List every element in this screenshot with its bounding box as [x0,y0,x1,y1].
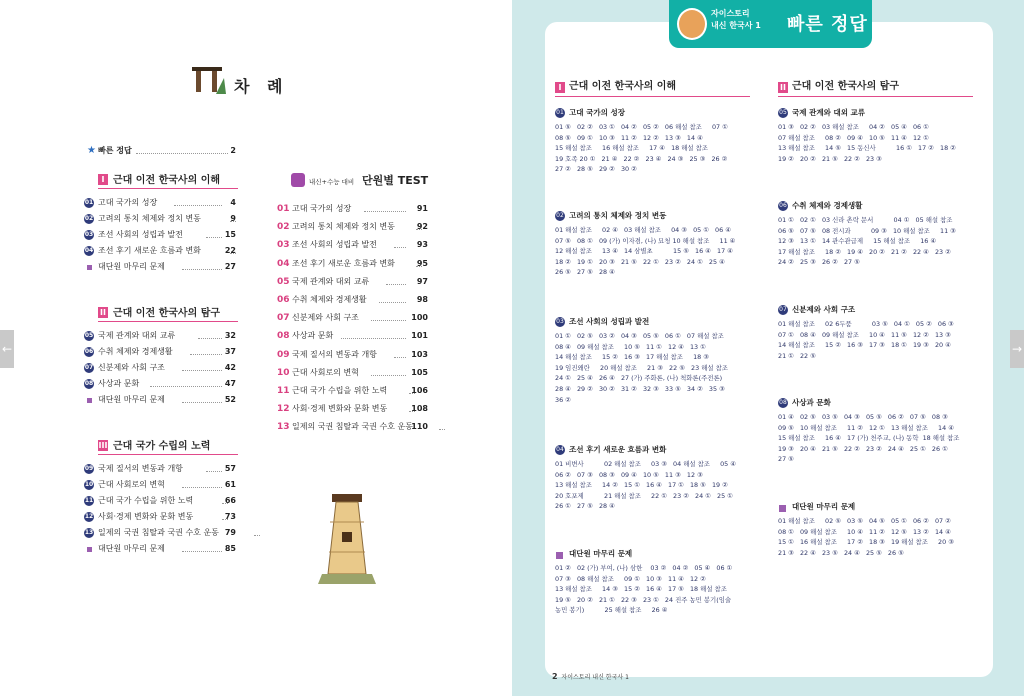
unit-number: 13 [84,529,94,536]
unit-number: 07 [84,364,94,371]
test-number: 05 [277,276,290,287]
test-number: 03 [277,240,290,251]
test-item[interactable]: 국제 질서의 변동과 개항 [292,349,377,359]
unit-number: 05 [84,332,94,339]
unit-number: 08 [84,380,94,387]
test-item[interactable]: 일제의 국권 침탈과 국권 수호 운동 [292,422,413,432]
unit-title: 수취 체제와 경제생활 [792,201,863,210]
toc-item[interactable]: 사상과 문화 [98,379,140,388]
leader-dots [371,314,406,321]
unit-title: 조선 후기 새로운 흐름과 변화 [569,445,667,454]
part-title: 근대 이전 한국사의 이해 [113,175,221,186]
answer-block: 01 해설 참조 02 ④ 03 해설 참조 04 ③ 05 ① 06 ④ 07 ⑤ 08 ① 09 (가) 이자겸, (나) 묘청 10 해설 참조 11 ④ 12 해설 참조 13 ④ 14 삼별초 15 ⑤ 16 ④ 17 ④ 18 ② 19 ① 20 ③ 21 ⑤ 22 ① 23 ② 24 ① 25 ④ 26 ⑤ 27 ⑤ 28 ④ [555,226,736,277]
badge-title: 빠른 정답 [787,14,868,35]
test-subtitle: 내신+수능 대비 [309,178,355,186]
quick-answer-link[interactable]: 빠른 정답 [98,146,132,155]
unit-number: 03 [556,318,564,325]
unit-number: 07 [779,306,787,313]
test-page: 105 [411,367,428,377]
toc-page: 15 [224,230,236,239]
answer-block: 01 ② 02 (가) 부여, (나) 삼한 03 ② 04 ② 05 ④ 06 ① 07 ③ 08 해설 참조 09 ① 10 ③ 11 ④ 12 ② 13 해설 참조 14 ③ 15 ② 16 ④ 17 ⑤ 18 해설 참조 19 ⑤ 20 ② 21 ① 22 ③ 23 ① 24 진주 농민 봉기(임술 농민 봉기) 25 해설 참조 26 ④ [555,564,733,615]
final-title: 대단원 마무리 문제 [569,549,633,558]
leader-dots [386,278,406,285]
toc-item[interactable]: 신분제와 사회 구조 [98,363,165,372]
test-number: 01 [277,204,290,214]
unit-title: 사상과 문화 [792,398,831,407]
part-title: 근대 이전 한국사의 이해 [569,81,677,92]
unit-number: 05 [779,109,787,116]
unit-number: 01 [556,109,564,116]
leader-dots [174,199,222,206]
toc-item[interactable]: 대단원 마무리 문제 [98,395,165,404]
final-marker [87,265,92,270]
toc-item[interactable]: 조선 사회의 성립과 발전 [98,230,183,239]
unit-number: 06 [779,202,787,209]
unit-title: 국제 관계와 대외 교류 [792,108,866,117]
badge-subtitle: 자이스토리 내신 한국사 1 [711,9,761,30]
test-item[interactable]: 근대 사회로의 변혁 [292,367,359,377]
toc-page: 27 [224,262,236,271]
test-number: 09 [277,349,290,360]
test-item[interactable]: 국제 관계와 대외 교류 [292,276,370,286]
leader-dots [394,351,407,358]
test-page: 91 [416,204,428,213]
test-item[interactable]: 신분제와 사회 구조 [292,313,359,323]
prev-page-button[interactable]: ← [0,330,14,368]
test-page: 110 [411,422,428,432]
answers-card [545,22,993,677]
footer-page: 2 [552,672,558,681]
leader-dots [254,529,260,536]
final-marker [556,552,563,559]
toc-item[interactable]: 근대 사회로의 변혁 [98,480,165,489]
test-page: 106 [411,386,428,395]
answer-block: 01 ⑤ 02 ② 03 ① 04 ② 05 ② 06 해설 참조 07 ① 08 ⑤ 09 ① 10 ③ 11 ② 12 ② 13 ③ 14 ④ 15 해설 참조 16 해설 참조 17 ④ 18 해설 참조 19 호족 20 ① 21 ④ 22 ② 23 ④ 24 ③ 25 ③ 26 ② 27 ② 28 ⑤ 29 ② 30 ② [555,123,728,174]
test-page: 100 [411,313,428,323]
mascot-icon [677,8,707,40]
part-underline [778,96,973,97]
unit-number: 04 [556,446,564,453]
unit-number: 03 [84,231,94,238]
toc-page: 32 [224,331,236,340]
toc-item[interactable]: 고대 국가의 성장 [98,198,158,207]
toc-page: 85 [224,544,236,553]
unit-title: 조선 사회의 성립과 발전 [569,317,650,326]
test-item[interactable]: 근대 국가 수립을 위한 노력 [292,386,388,395]
part-number: I [555,82,565,93]
part-underline [98,188,238,189]
unit-number: 02 [84,215,94,222]
test-number: 06 [277,295,290,305]
toc-item[interactable]: 국제 관계와 대외 교류 [98,331,176,340]
toc-page: 47 [224,379,236,388]
part-title: 근대 이전 한국사의 탐구 [792,81,900,92]
test-icon [291,173,305,187]
test-page: 92 [416,222,428,232]
toc-page: 61 [224,480,236,489]
unit-number: 01 [84,199,94,206]
part-underline [98,454,238,455]
test-number: 02 [277,222,290,233]
footer-book: 자이스토리 내신 한국사 1 [561,674,629,681]
right-page [512,0,1024,696]
test-number: 12 [277,404,290,415]
toc-page: 9 [230,214,236,223]
toc-page: 42 [224,363,236,372]
toc-item[interactable]: 국제 질서의 변동과 개항 [98,464,183,473]
toc-item[interactable]: 수취 체제와 경제생활 [98,347,173,356]
part-title: 근대 국가 수립의 노력 [113,441,211,452]
test-page: 98 [416,295,428,304]
toc-page: 73 [224,512,236,521]
answer-block: 01 ③ 02 ② 03 해설 참조 04 ② 05 ④ 06 ① 07 해설 참조 08 ② 09 ④ 10 ⑤ 11 ④ 12 ① 13 해설 참조 14 ⑤ 15 동신사 16 ① 17 ② 18 ② 19 ② 20 ② 21 ⑤ 22 ② 23 ③ [778,123,956,163]
test-number: 08 [277,331,290,342]
unit-title: 고대 국가의 성장 [569,108,625,117]
star-icon: ★ [87,145,96,156]
unit-number: 02 [556,212,564,219]
unit-number: 06 [84,348,94,355]
test-number: 10 [277,367,290,378]
test-item[interactable]: 사회·경제 변화와 문화 변동 [292,404,388,414]
leader-dots [136,147,228,154]
leader-dots [394,241,407,248]
quick-answer-badge [669,0,872,48]
test-page: 95 [416,258,428,268]
test-page: 103 [411,349,428,359]
unit-number: 08 [779,399,787,406]
unit-number: 11 [84,497,94,504]
test-item[interactable]: 사상과 문화 [292,331,334,341]
test-item[interactable]: 고려의 통치 체제와 정치 변동 [292,222,395,232]
toc-item[interactable]: 조선 후기 새로운 흐름과 변화 [98,246,201,255]
toc-item[interactable]: 대단원 마무리 문제 [98,544,165,553]
toc-item[interactable]: 일제의 국권 침탈과 국권 수호 운동 [98,528,219,537]
unit-title: 신분제와 사회 구조 [792,305,856,314]
toc-page: 52 [224,395,236,404]
part-title: 근대 이전 한국사의 탐구 [113,308,221,319]
test-item[interactable]: 고대 국가의 성장 [292,204,352,213]
test-page: 101 [411,331,428,341]
observatory-illustration [318,492,376,584]
answer-block: 01 해설 참조 02 ⑤ 03 ⑤ 04 ⑤ 05 ① 06 ② 07 ② 08 ① 09 해설 참조 10 ④ 11 ② 12 ⑤ 13 ② 14 ④ 15 ① 16 해설 참조 17 ② 18 ③ 19 해설 참조 20 ③ 21 ③ 22 ④ 23 ⑤ 24 ④ 25 ⑤ 26 ⑤ [778,517,954,557]
answer-block: 01 ④ 02 ⑤ 03 ⑤ 04 ③ 05 ⑤ 06 ② 07 ⑤ 08 ③ 09 ⑤ 10 해설 참조 11 ② 12 ① 13 해설 참조 14 ④ 15 해설 참조 16 ④ 17 (가) 천주교, (나) 동학 18 해설 참조 19 ③ 20 ④ 21 ⑤ 22 ② 23 ② 24 ④ 25 ① 26 ① 27 ⑤ [778,413,960,464]
leader-dots [439,423,445,430]
toc-item[interactable]: 사회·경제 변화와 문화 변동 [98,512,194,521]
part-underline [555,96,750,97]
toc-page: 4 [230,198,236,207]
final-marker [779,505,786,512]
test-page: 108 [411,404,428,414]
answer-block: 01 ① 02 ⑤ 03 ② 04 ③ 05 ⑤ 06 ① 07 해설 참조 08 ④ 09 해설 참조 10 ⑤ 11 ① 12 ④ 13 ① 14 해설 참조 15 ② 16 ③ 17 해설 참조 18 ③ 19 임진왜란 20 해설 참조 21 ③ 22 ⑤ 23 해설 참조 24 ① 25 ④ 26 ④ 27 (가) 주화론, (나) 척화론(주전론) 28 ④ 29 ② 30 ② 31 ② 32 ③ 33 ⑤ 34 ② 35 ③ 36 ② [555,332,728,404]
leader-dots [379,296,407,303]
toc-title: 차 례 [234,77,289,96]
toc-page: 57 [224,464,236,473]
toc-page: 66 [224,496,236,505]
unit-title: 고려의 통치 체제와 정치 변동 [569,211,667,220]
test-item[interactable]: 수취 체제와 경제생활 [292,295,367,304]
unit-number: 10 [84,481,94,488]
unit-number: 12 [84,513,94,520]
unit-number: 04 [84,247,94,254]
test-number: 11 [277,386,290,396]
toc-page: 37 [224,347,236,356]
toc-item[interactable]: 근대 국가 수립을 위한 노력 [98,496,194,505]
part-number: II [778,82,788,93]
footer [552,672,629,681]
toc-page: 22 [224,246,236,255]
unit-number: 09 [84,465,94,472]
test-number: 07 [277,313,290,324]
toc-item[interactable]: 고려의 통치 체제와 정치 변동 [98,214,201,223]
final-title: 대단원 마무리 문제 [792,502,856,511]
test-page: 93 [416,240,428,250]
leader-dots [150,380,222,387]
test-item[interactable]: 조선 후기 새로운 흐름과 변화 [292,258,395,268]
test-number: 04 [277,258,290,269]
final-marker [87,547,92,552]
test-title: 단원별 TEST [362,174,429,187]
final-marker [87,398,92,403]
toc-page: 79 [224,528,236,537]
test-item[interactable]: 조선 사회의 성립과 발전 [292,240,377,250]
leader-dots [371,369,406,376]
leader-dots [364,205,407,212]
answer-block: 01 비변사 02 해설 참조 03 ③ 04 해설 참조 05 ④ 06 ② 07 ③ 08 ③ 09 ④ 10 ⑤ 11 ③ 12 ③ 13 해설 참조 14 ② 15 ① 16 ④ 17 ① 18 ⑤ 19 ② 20 호포제 21 해설 참조 22 ① 23 ② 24 ① 25 ① 26 ① 27 ⑤ 28 ④ [555,460,736,511]
answer-block: 01 ① 02 ① 03 신라 촌락 문서 04 ① 05 해설 참조 06 ⑤ 07 ⑤ 08 전시과 09 ③ 10 해설 참조 11 ③ 12 ③ 13 ① 14 관수관급제 15 해설 참조 16 ④ 17 해설 참조 18 ② 19 ④ 20 ② 21 ② 22 ④ 23 ② 24 ② 25 ③ 26 ② 27 ⑤ [778,216,956,267]
gate-icon [190,64,226,94]
test-page: 97 [416,276,428,286]
part-number: I [98,174,108,185]
next-page-button[interactable]: → [1010,330,1024,368]
leader-dots [341,332,406,339]
toc-item[interactable]: 대단원 마무리 문제 [98,262,165,271]
part-underline [98,321,238,322]
answer-block: 01 해설 참조 02 6두품 03 ⑤ 04 ① 05 ② 06 ③ 07 ① 08 ④ 09 해설 참조 10 ④ 11 ⑤ 12 ② 13 ③ 14 해설 참조 15 ② 16 ③ 17 ③ 18 ① 19 ③ 20 ④ 21 ① 22 ⑤ [778,320,954,360]
test-number: 13 [277,422,290,433]
part-number: III [98,441,108,450]
part-number: II [98,307,108,318]
quick-answer-page: 2 [230,146,236,155]
